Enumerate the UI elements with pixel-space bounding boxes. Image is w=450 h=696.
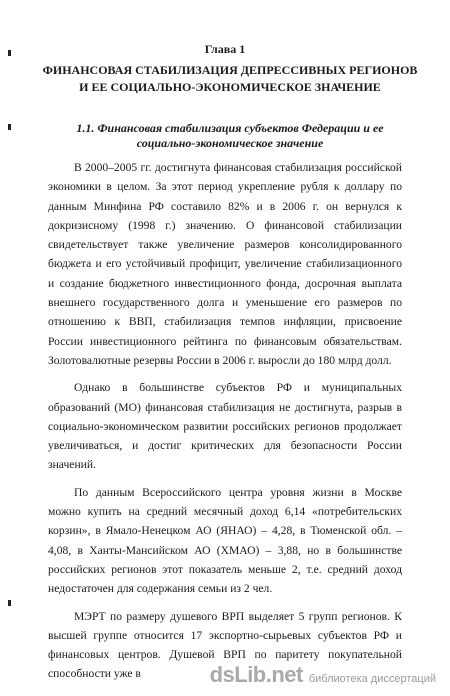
- chapter-heading: Глава 1: [204, 42, 246, 56]
- paragraph: МЭРТ по размеру душевого ВРП выделяет 5 групп регионов. К высшей группе относится 17 экспортно-сырьевых субъектов РФ и финансовых центров. Душевой ВРП по паритету покупательной способности уже в: [48, 609, 402, 681]
- section-heading: 1.1. Финансовая стабилизация субъектов Федерации и ее социально-экономическое значение: [76, 121, 384, 150]
- body-text: [48, 158, 402, 692]
- paragraph: Однако в большинстве субъектов РФ и муниципальных образований (МО) финансовая стабилизация не достигнута, разрыв в социально-экономическом развитии российских регионов продолжает увеличиваться, и достиг критических для безопасности России значений.: [48, 381, 402, 472]
- margin-mark: [8, 600, 11, 606]
- watermark-tagline: библиотека диссертаций: [308, 673, 436, 685]
- watermark: [210, 662, 436, 688]
- paragraph: По данным Всероссийского центра уровня жизни в Москве можно купить на средний месячный доход 6,14 «потребительских корзин», в Ямало-Ненецком АО (ЯНАО) – 4,28, в Тюменской обл. – 4,08, в Ханты-Мансийском АО (ХМАО) – 3,88, но в большинстве российских регионов этот показатель меньше 2, т.е. средний доход недостаточен для содержания семьи из 2 чел.: [48, 485, 402, 596]
- paragraph: В 2000–2005 гг. достигнута финансовая стабилизация российской экономики в целом. За этот период укрепление рубля к доллару по данным Минфина РФ составило 82% и в 2006 г. он вернулся к докризисному (1998 г.) значению. О финансовой стабилизации свидетельствует также увеличение размеров консолидированного бюджета и его устойчивый профицит, увеличение стабилизационного и создание бюджетного инвестиционного фонда, досрочная выплата внешнего государственного долга и уменьшение его размеров по отношению к ВВП, стабилизация темпов инфляции, присвоение России инвестиционного рейтинга по финансовым обязательствам. Золотовалютные резервы России в 2006 г. выросли до 180 млрд долл.: [48, 161, 402, 367]
- chapter-title: ФИНАНСОВАЯ СТАБИЛИЗАЦИЯ ДЕПРЕССИВНЫХ РЕГИОНОВ И ЕЕ СОЦИАЛЬНО-ЭКОНОМИЧЕСКОЕ ЗНАЧЕНИЕ: [42, 63, 418, 94]
- watermark-logo: dsLib.net: [209, 662, 303, 687]
- margin-mark: [8, 124, 11, 130]
